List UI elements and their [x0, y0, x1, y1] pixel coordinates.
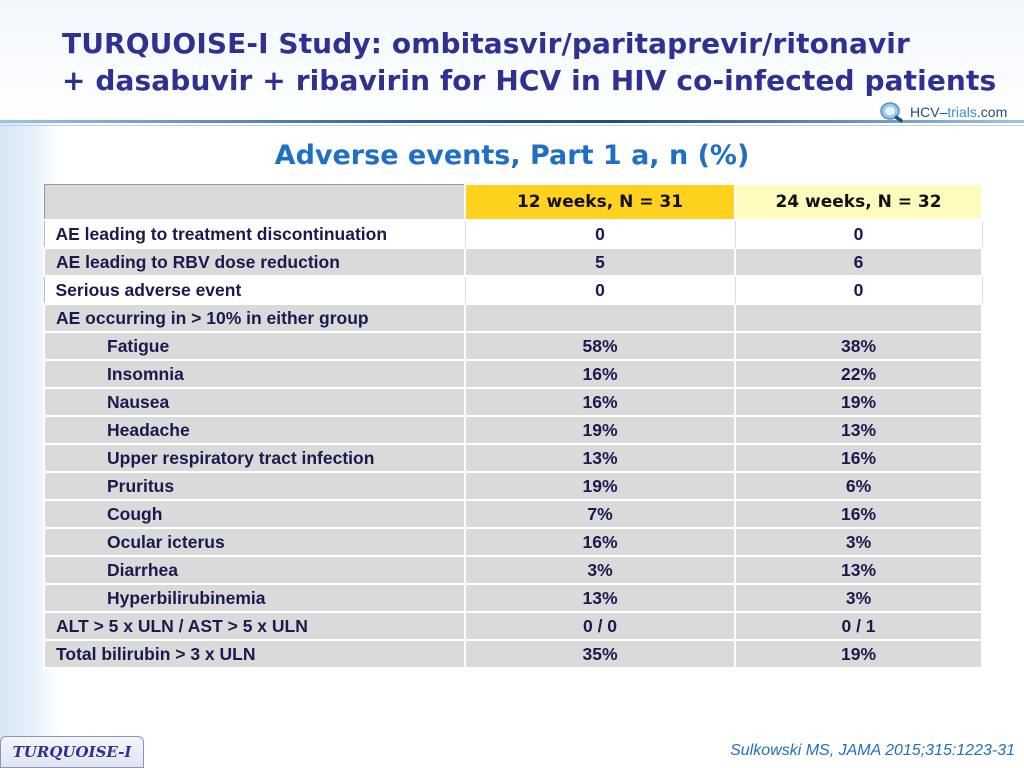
value-24-weeks: 16%: [735, 444, 982, 472]
magnifier-logo-icon: [880, 101, 906, 123]
logo-prefix: HCV: [910, 104, 940, 120]
value-24-weeks: 13%: [735, 416, 982, 444]
slide-title-line-1: TURQUOISE-I Study: ombitasvir/paritaprevir/ritonavir: [62, 27, 910, 60]
study-tab-label[interactable]: TURQUOISE-I: [0, 736, 144, 768]
value-24-weeks: [735, 304, 982, 332]
value-12-weeks: 0 / 0: [465, 612, 735, 640]
row-label: Upper respiratory tract infection: [44, 444, 465, 472]
row-label: Cough: [44, 500, 465, 528]
row-label: Nausea: [44, 388, 465, 416]
value-12-weeks: 16%: [465, 528, 735, 556]
table-row: [44, 556, 982, 584]
row-label: Diarrhea: [44, 556, 465, 584]
value-24-weeks: 19%: [735, 388, 982, 416]
value-24-weeks: 6%: [735, 472, 982, 500]
logo-suffix: .com: [976, 104, 1008, 120]
header-divider: [0, 120, 1024, 123]
column-header-24-weeks: 24 weeks, N = 32: [735, 184, 982, 220]
value-24-weeks: 3%: [735, 528, 982, 556]
value-24-weeks: 38%: [735, 332, 982, 360]
value-12-weeks: 58%: [465, 332, 735, 360]
table-header-row: [44, 184, 982, 220]
value-24-weeks: 16%: [735, 500, 982, 528]
table-row: [44, 640, 982, 668]
table-row: [44, 220, 982, 248]
row-label: AE occurring in > 10% in either group: [44, 304, 465, 332]
adverse-events-table: [43, 183, 983, 669]
value-24-weeks: 3%: [735, 584, 982, 612]
row-label: Total bilirubin > 3 x ULN: [44, 640, 465, 668]
row-label: Pruritus: [44, 472, 465, 500]
table-row: [44, 388, 982, 416]
row-label: Headache: [44, 416, 465, 444]
value-24-weeks: 0: [735, 276, 982, 304]
citation-reference: Sulkowski MS, JAMA 2015;315:1223-31: [730, 742, 1015, 759]
value-12-weeks: 0: [465, 276, 735, 304]
value-12-weeks: 0: [465, 220, 735, 248]
value-12-weeks: 16%: [465, 360, 735, 388]
table-row: [44, 612, 982, 640]
value-24-weeks: 0: [735, 220, 982, 248]
table-row: [44, 360, 982, 388]
table-row: [44, 248, 982, 276]
row-label: ALT > 5 x ULN / AST > 5 x ULN: [44, 612, 465, 640]
value-12-weeks: 13%: [465, 444, 735, 472]
value-24-weeks: 22%: [735, 360, 982, 388]
value-12-weeks: [465, 304, 735, 332]
logo-text: [910, 104, 1007, 120]
logo-middle: trials: [947, 104, 977, 120]
row-label: Fatigue: [44, 332, 465, 360]
row-label: Hyperbilirubinemia: [44, 584, 465, 612]
row-label: Serious adverse event: [44, 276, 465, 304]
value-12-weeks: 13%: [465, 584, 735, 612]
table-row: [44, 416, 982, 444]
table-row: [44, 584, 982, 612]
value-12-weeks: 19%: [465, 416, 735, 444]
table-row: [44, 276, 982, 304]
table-row: [44, 304, 982, 332]
value-12-weeks: 19%: [465, 472, 735, 500]
value-12-weeks: 5: [465, 248, 735, 276]
table-row: [44, 528, 982, 556]
slide-title-line-2: + dasabuvir + ribavirin for HCV in HIV co-infected patients: [62, 64, 997, 97]
table-row: [44, 500, 982, 528]
value-12-weeks: 16%: [465, 388, 735, 416]
value-12-weeks: 7%: [465, 500, 735, 528]
hcv-trials-logo: [880, 100, 1007, 124]
value-24-weeks: 13%: [735, 556, 982, 584]
row-label: Insomnia: [44, 360, 465, 388]
column-header-12-weeks: 12 weeks, N = 31: [465, 184, 735, 220]
slide-title: [62, 25, 1012, 99]
header-divider-light: [0, 125, 1024, 126]
table-row: [44, 332, 982, 360]
value-24-weeks: 0 / 1: [735, 612, 982, 640]
value-24-weeks: 19%: [735, 640, 982, 668]
value-24-weeks: 6: [735, 248, 982, 276]
row-label: Ocular icterus: [44, 528, 465, 556]
row-label: AE leading to treatment discontinuation: [44, 220, 465, 248]
table-body: [44, 184, 982, 668]
table-row: [44, 472, 982, 500]
value-12-weeks: 35%: [465, 640, 735, 668]
header-corner-cell: [44, 184, 465, 220]
row-label: AE leading to RBV dose reduction: [44, 248, 465, 276]
table-row: [44, 444, 982, 472]
value-12-weeks: 3%: [465, 556, 735, 584]
table-title: Adverse events, Part 1 a, n (%): [274, 140, 750, 171]
logo-dash: –: [939, 104, 948, 120]
